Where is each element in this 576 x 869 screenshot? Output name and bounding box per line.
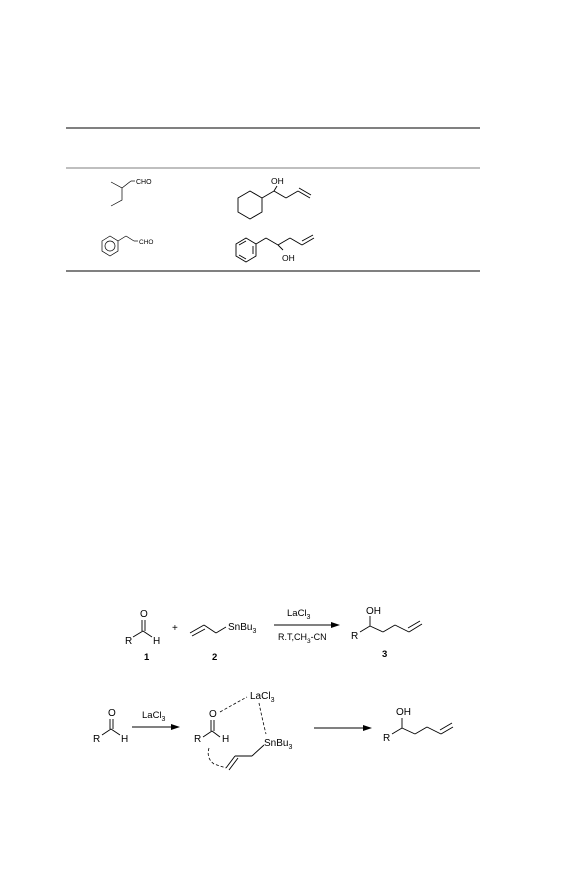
reaction-scheme-1 (125, 606, 422, 663)
ts-r-group-label: R (194, 734, 202, 745)
substrate-table (66, 128, 480, 271)
coordination-dash (220, 697, 247, 712)
conditions-label: $R.T,CH_3-CN$ (278, 632, 327, 645)
hydroxyl-label: OH (366, 606, 381, 617)
reaction-scheme-2 (93, 691, 453, 770)
forming-bond-dash (259, 703, 266, 734)
catalyst-label: LaCl$_3$ (142, 710, 166, 723)
reaction-arrow-2 (132, 710, 180, 730)
ts-hydrogen-label: H (222, 734, 230, 745)
phenyl-homoallyl-alcohol-structure (236, 235, 314, 263)
forming-bond-dash (208, 748, 226, 768)
hydroxyl-label: OH (396, 707, 411, 718)
oxygen-label: O (140, 609, 148, 620)
hydroxyl-label: OH (271, 176, 284, 186)
transition-state-structure (194, 691, 292, 770)
cyclohexyl-homoallyl-alcohol-structure (238, 176, 311, 219)
aldehyde-group-label: CHO (136, 179, 152, 186)
homoallyl-alcohol-3-structure (351, 606, 422, 642)
compound-label-2: 2 (212, 652, 218, 663)
plus-sign: + (172, 623, 178, 634)
phenylacetaldehyde-structure (102, 236, 153, 256)
table-row (111, 176, 311, 219)
allylstannane-2-structure (190, 622, 256, 636)
hydroxyl-label: OH (282, 253, 295, 263)
compound-label-1: 1 (144, 652, 150, 663)
table-row (102, 235, 314, 263)
stannane-label: SnBu$_3$ (228, 622, 257, 635)
homoallyl-alcohol-product-structure (383, 707, 453, 744)
reaction-arrow-3 (314, 725, 372, 731)
catalyst-label: LaCl$_3$ (287, 608, 311, 621)
oxygen-label: O (108, 708, 116, 719)
reaction-arrow-1 (274, 608, 340, 645)
ts-lanthanum-label: LaCl$_3$ (250, 691, 275, 704)
hydrogen-label: H (121, 734, 129, 745)
ts-oxygen-label: O (209, 709, 217, 720)
aldehyde-group-label: CHO (139, 239, 154, 246)
r-group-label: R (351, 631, 359, 642)
hydrogen-label: H (153, 636, 161, 647)
r-group-label: R (93, 734, 101, 745)
aldehyde-1-structure (125, 609, 160, 647)
r-group-label: R (125, 636, 133, 647)
r-group-label: R (383, 733, 391, 744)
ts-tin-label: SnBu$_3$ (264, 738, 293, 751)
compound-label-3: 3 (382, 649, 388, 660)
cyclohexanecarbaldehyde-structure (111, 179, 152, 206)
aldehyde-structure (93, 708, 128, 745)
